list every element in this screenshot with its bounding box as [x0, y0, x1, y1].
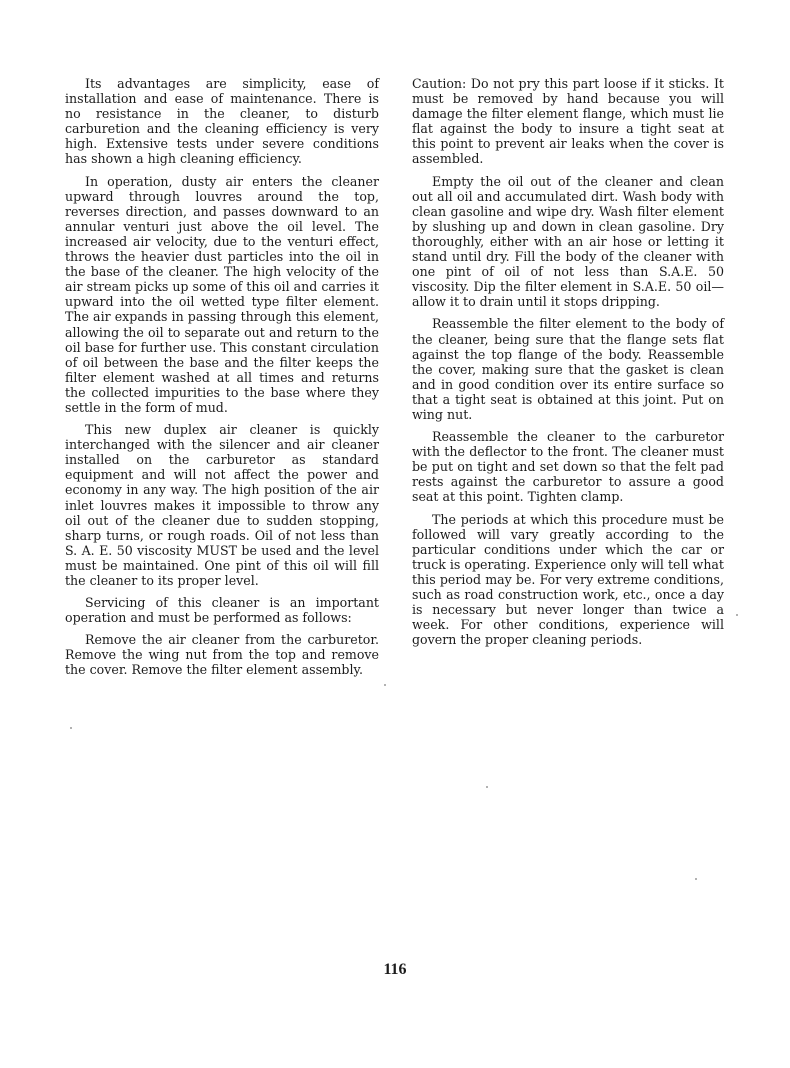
paragraph: The periods at which this procedure must be followed will vary greatly according to the particular conditions under which the car or truck is operating. Experience only will tell what this period may be. For very extreme conditions, such as road construction work, etc., once a day is necessary but never longer than twice a week. For other conditions, experience will govern the proper cleaning periods. — [412, 511, 724, 648]
paragraph: This new duplex air cleaner is quickly interchanged with the silencer and air cleaner installed on the carburetor as standard equipment and will not affect the power and economy in any way. The high position of the air inlet louvres makes it impossible to throw any oil out of the cleaner due to sudden stopping, sharp turns, or rough roads. Oil of not less than S. A. E. 50 viscosity MUST be used and the level must be maintained. One pint of this oil will fill the cleaner to its proper level. — [65, 422, 379, 588]
paragraph: Remove the air cleaner from the carburetor. Remove the wing nut from the top and remove the cover. Remove the filter element assembly. — [65, 632, 379, 678]
paragraph: Empty the oil out of the cleaner and clean out all oil and accumulated dirt. Wash body with clean gasoline and wipe dry. Wash filter element by slushing up and down in clean gasoline. Dry thoroughly, either with an air hose or letting it stand until dry. Fill the body of the cleaner with one pint of oil of not less than S.A.E. 50 viscosity. Dip the filter element in S.A.E. 50 oil—allow it to drain until it stops dripping. — [412, 173, 724, 310]
left-text-column — [65, 76, 379, 685]
scan-speck — [70, 727, 72, 729]
scan-speck — [736, 614, 738, 616]
paragraph: Its advantages are simplicity, ease of installation and ease of maintenance. There is no resistance in the cleaner, to disturb carburetion and the cleaning efficiency is very high. Extensive tests under severe conditions has shown a high cleaning efficiency. — [65, 76, 379, 167]
scan-speck — [695, 878, 697, 880]
scan-speck — [384, 684, 386, 686]
paragraph: Reassemble the filter element to the body of the cleaner, being sure that the flange sets flat against the top flange of the body. Reassemble the cover, making sure that the gasket is clean and in good condition over its entire surface so that a tight seat is obtained at this joint. Put on wing nut. — [412, 316, 724, 422]
paragraph: Reassemble the cleaner to the carburetor with the deflector to the front. The cleaner must be put on tight and set down so that the felt pad rests against the carburetor to assure a good seat at this point. Tighten clamp. — [412, 429, 724, 505]
page-number: 116 — [383, 961, 407, 978]
paragraph: Servicing of this cleaner is an important operation and must be performed as follows: — [65, 595, 379, 626]
paragraph: In operation, dusty air enters the cleaner upward through louvres around the top, reverses direction, and passes downward to an annular venturi just above the oil level. The increased air velocity, due to the venturi effect, throws the heavier dust particles into the oil in the base of the cleaner. The high velocity of the air stream picks up some of this oil and carries it upward into the oil wetted type filter element. The air expands in passing through this element, allowing the oil to separate out and return to the oil base for further use. This constant circulation of oil between the base and the filter keeps the filter element washed at all times and returns the collected impurities to the base where they settle in the form of mud. — [65, 173, 379, 415]
scan-speck — [486, 786, 488, 788]
caution-paragraph: Caution: Do not pry this part loose if it sticks. It must be removed by hand because you will damage the filter element flange, which must lie flat against the body to insure a tight seat at this point to prevent air leaks when the cover is assembled. — [412, 76, 724, 167]
right-text-column — [412, 76, 724, 654]
